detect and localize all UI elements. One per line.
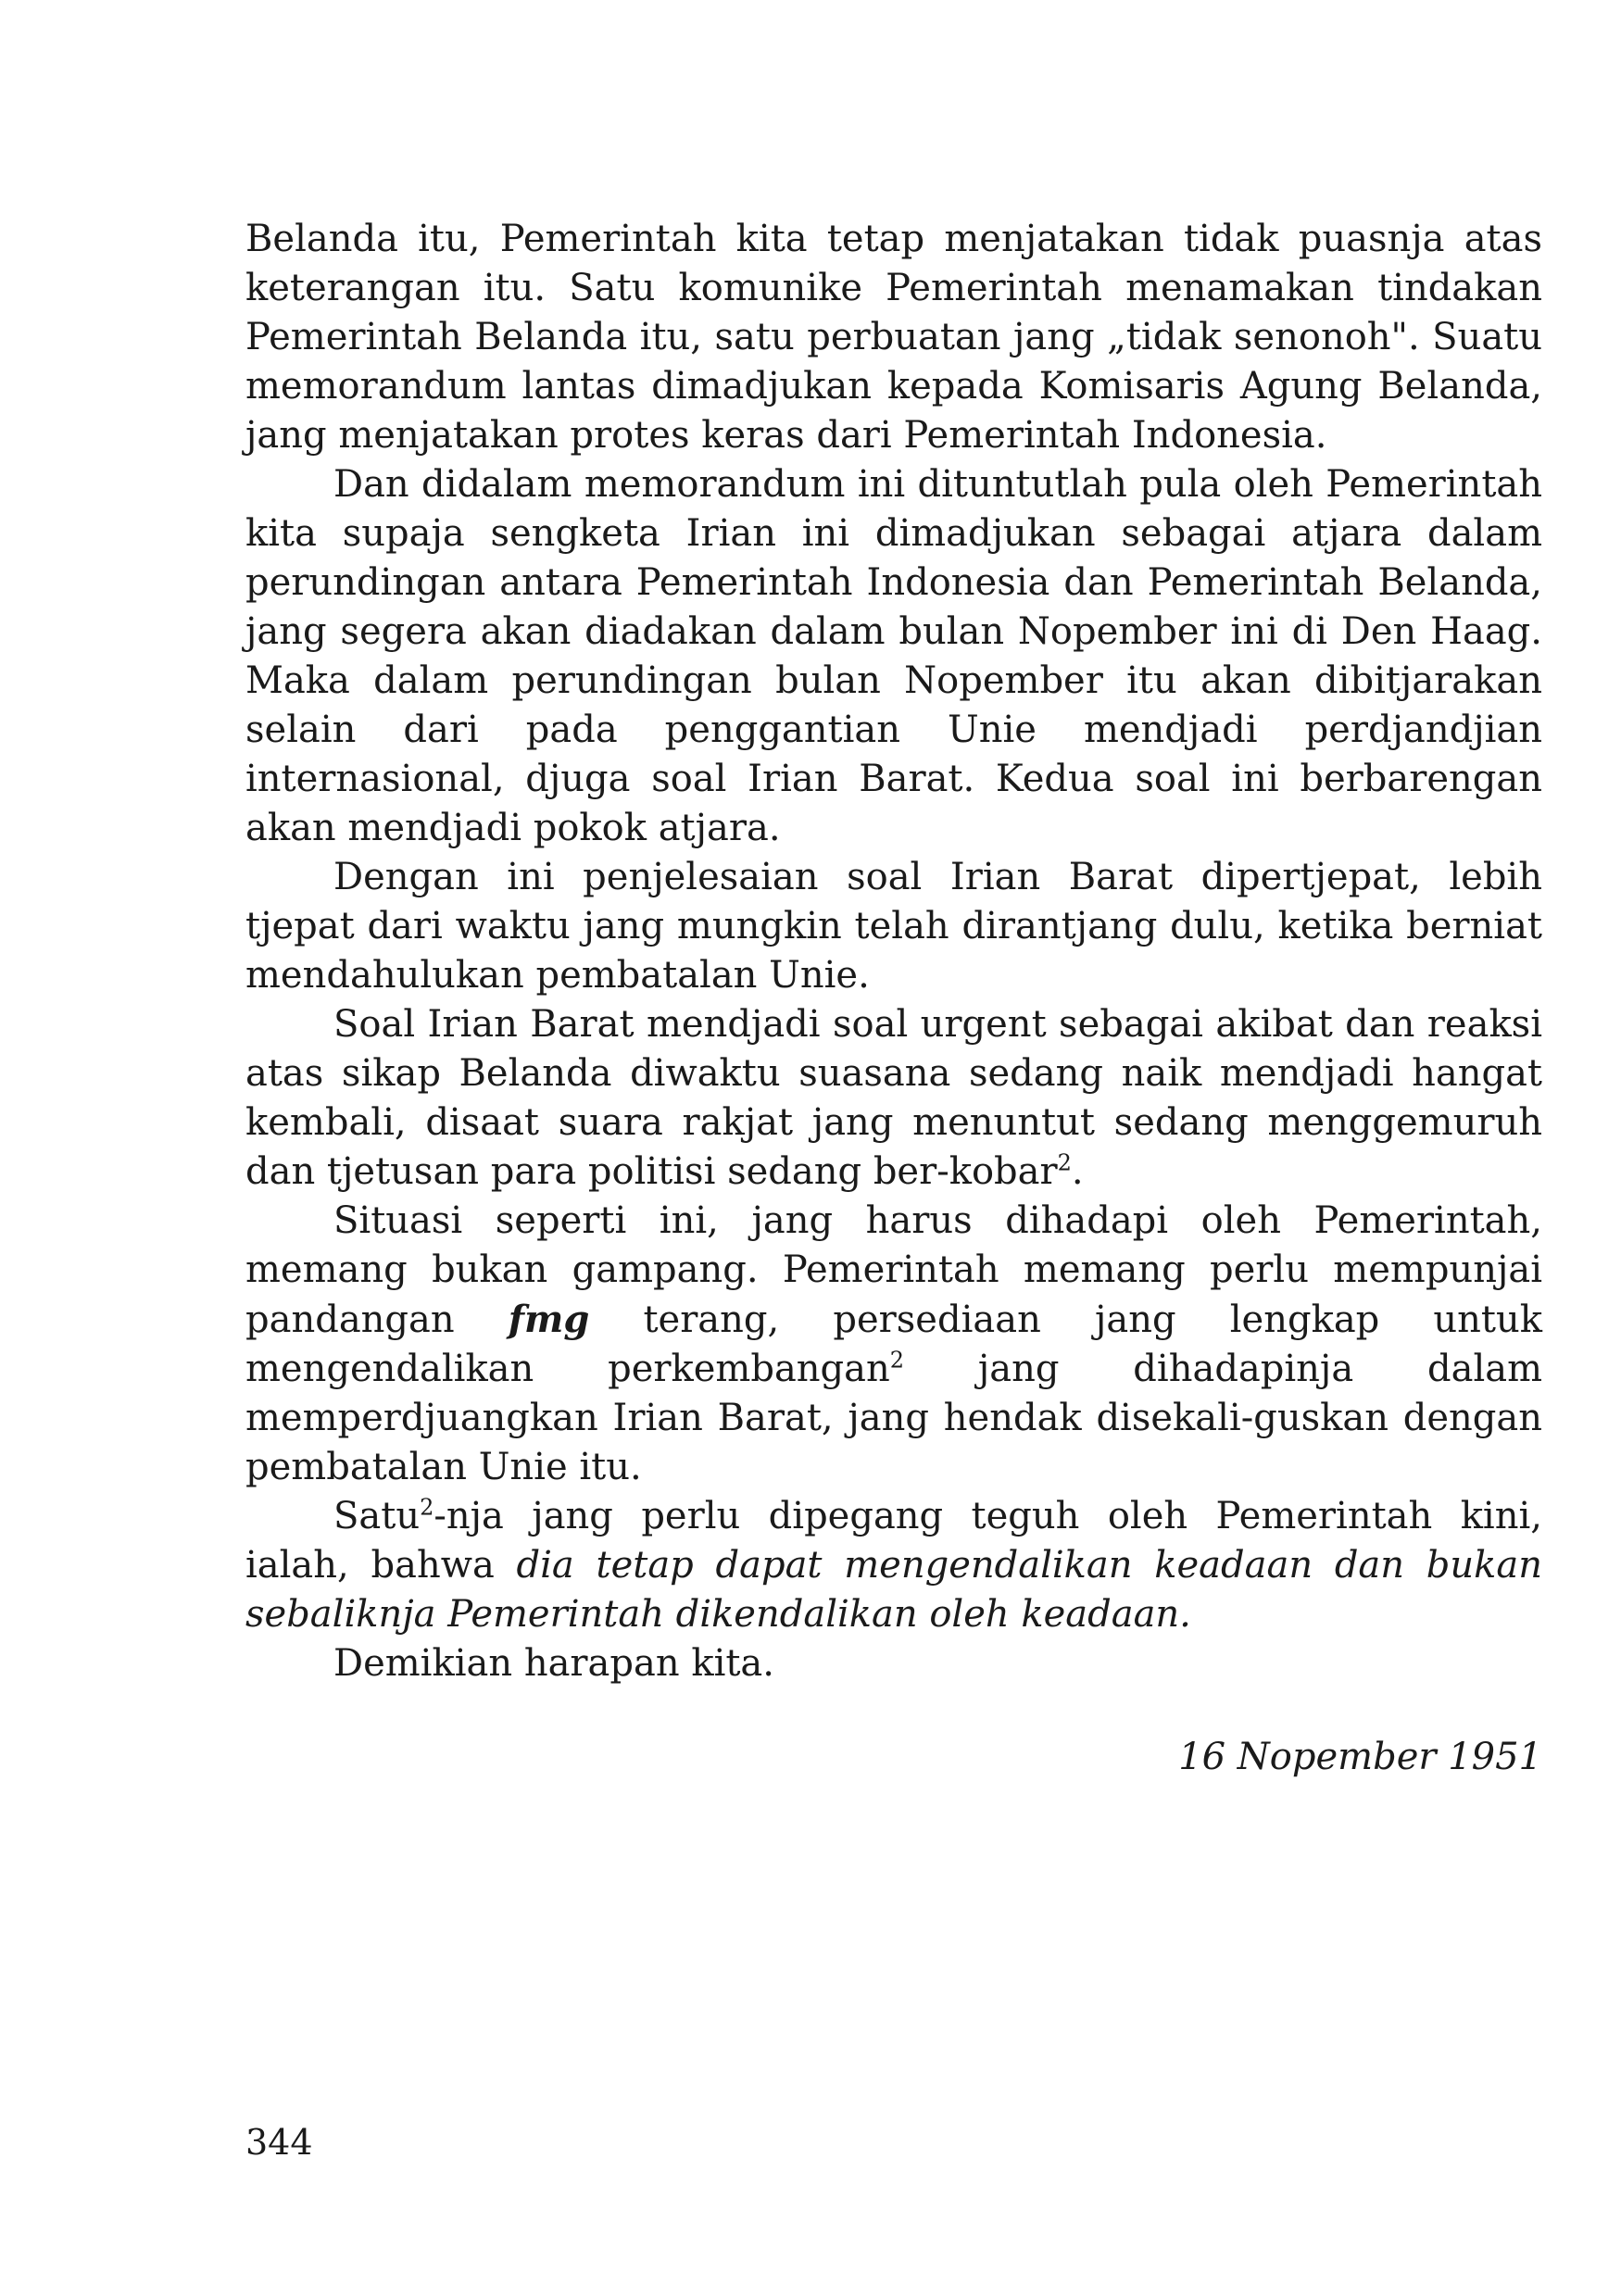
paragraph-p4 xyxy=(245,1000,1542,1197)
text-segment: . xyxy=(1071,1150,1084,1193)
text-segment: -nja jang perlu dipegang teguh oleh Pemerintah kini, ialah, bahwa xyxy=(245,1495,1542,1587)
text-segment: Satu xyxy=(333,1495,421,1537)
paragraph-list xyxy=(245,215,1542,1688)
paragraph-p1 xyxy=(245,215,1542,460)
text-segment: Soal Irian Barat mendjadi soal urgent sebagai akibat dan reaksi atas sikap Belanda diwaktu suasana sedang naik mendjadi hangat kembali, disaat suara rakjat jang menuntut sedang menggemuruh dan tjetusan para politisi sedang ber-kobar xyxy=(245,1003,1542,1193)
superscript-marker: 2 xyxy=(889,1347,905,1374)
text-segment: fmg xyxy=(508,1298,590,1341)
text-segment: Belanda itu, Pemerintah kita tetap menjatakan tidak puasnja atas keterangan itu. Satu komunike Pemerintah menamakan tindakan Pemerintah Belanda itu, satu perbuatan jang „tidak senonoh". Suatu memorandum lantas dimadjukan kepada Komisaris Agung Belanda, jang menjatakan protes keras dari Pemerintah Indonesia. xyxy=(245,218,1542,457)
date-line: 16 Nopember 1951 xyxy=(1178,1736,1542,1778)
superscript-marker: 2 xyxy=(420,1494,434,1521)
paragraph-p7 xyxy=(245,1639,1542,1688)
page-number: 344 xyxy=(245,2122,313,2163)
text-segment: dia tetap dapat mengendalikan keadaan dan bukan sebaliknja Pemerintah dikendalikan oleh keadaan. xyxy=(245,1544,1542,1636)
text-segment: Situasi seperti ini, jang harus dihadapi oleh Pemerintah, memang bukan gampang. Pemerintah memang perlu mempunjai pandangan xyxy=(245,1199,1542,1341)
paragraph-p5 xyxy=(245,1197,1542,1492)
paragraph-p3 xyxy=(245,853,1542,1000)
superscript-marker: 2 xyxy=(1057,1149,1072,1176)
paragraph-p6 xyxy=(245,1492,1542,1639)
text-segment: Dengan ini penjelesaian soal Irian Barat dipertjepat, lebih tjepat dari waktu jang mungkin telah dirantjang dulu, ketika berniat mendahulukan pembatalan Unie. xyxy=(245,856,1542,997)
text-segment: jang dihadapinja dalam memperdjuangkan Irian Barat, jang hendak disekali-guskan dengan pembatalan Unie itu. xyxy=(245,1348,1543,1488)
page-body xyxy=(245,215,1542,1782)
paragraph-p2 xyxy=(245,460,1542,853)
text-segment: Dan didalam memorandum ini dituntutlah pula oleh Pemerintah kita supaja sengketa Irian ini dimadjukan sebagai atjara dalam perundingan antara Pemerintah Indonesia dan Pemerintah Belanda, jang segera akan diadakan dalam bulan Nopember ini di Den Haag. Maka dalam perundingan bulan Nopember itu akan dibitjarakan selain dari pada penggantian Unie mendjadi perdjandjian internasional, djuga soal Irian Barat. Kedua soal ini berbarengan akan mendjadi pokok atjara. xyxy=(245,463,1542,849)
text-segment: terang, persediaan jang lengkap untuk mengendalikan perkembangan xyxy=(245,1299,1543,1390)
text-segment: Demikian harapan kita. xyxy=(333,1642,774,1685)
